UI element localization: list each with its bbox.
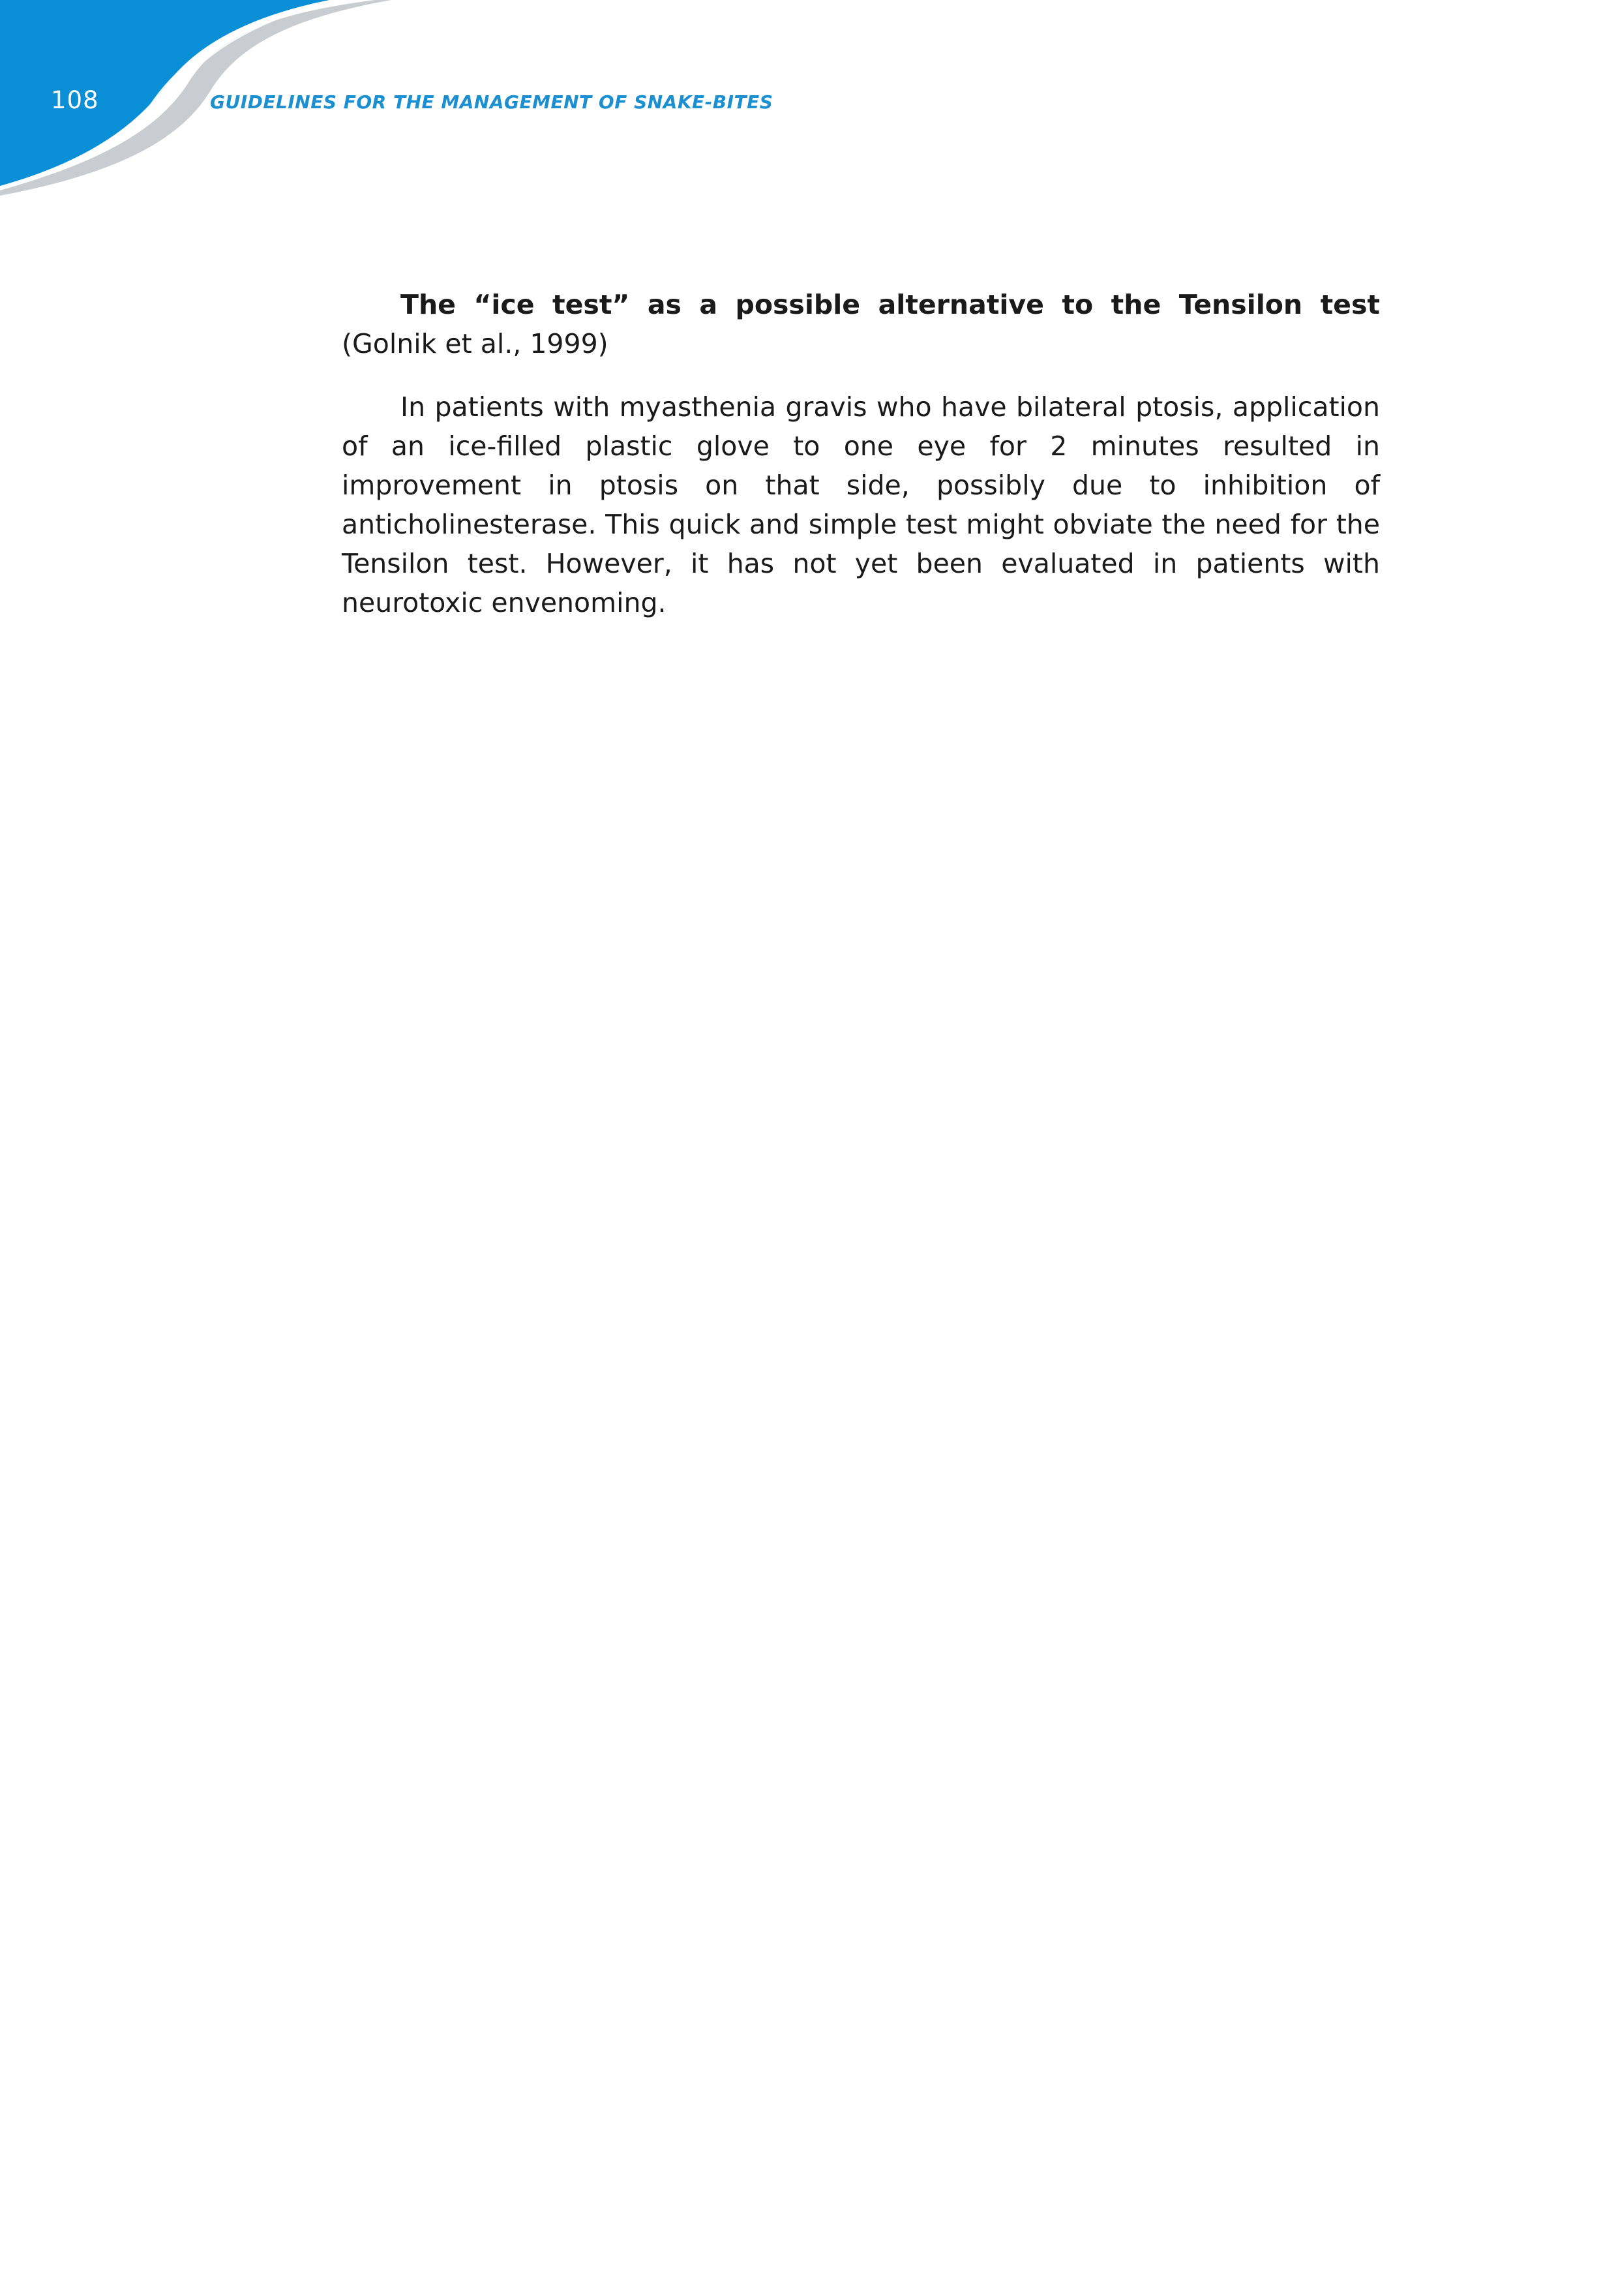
running-title: GUIDELINES FOR THE MANAGEMENT OF SNAKE-BITES <box>210 91 773 113</box>
heading-title: The “ice test” as a possible alternative to the Tensilon test <box>400 289 1380 320</box>
body-paragraph: In patients with myasthenia gravis who have bilateral ptosis, application of an ice-filled plastic glove to one eye for 2 minutes resulted in improvement in ptosis on that side, possibly due to inhibition of anticholinesterase. This quick and simple test might obviate the need for the Tensilon test. However, it has not yet been evaluated in patients with neurotoxic envenoming. <box>342 391 1380 618</box>
heading-citation: (Golnik et al., 1999) <box>342 328 608 359</box>
page-number: 108 <box>51 86 99 114</box>
main-content <box>342 285 1380 622</box>
section-heading <box>342 285 1380 363</box>
